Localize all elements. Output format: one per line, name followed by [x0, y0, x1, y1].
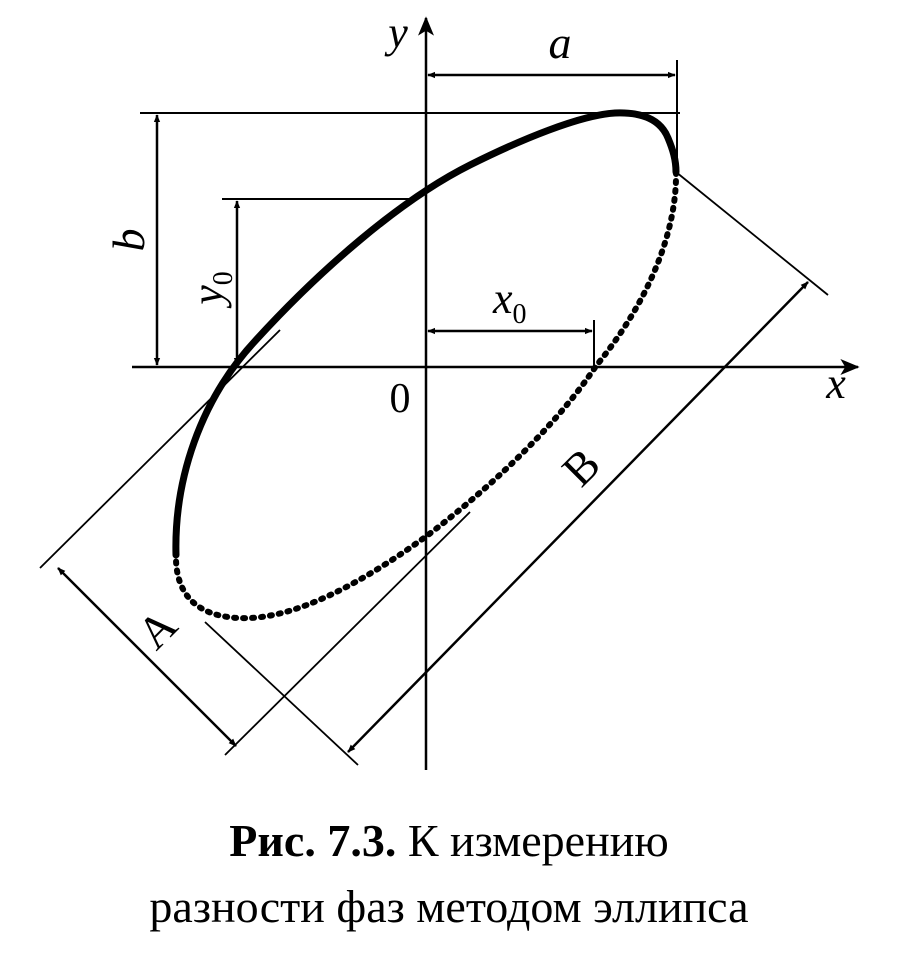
a-label: a	[548, 17, 572, 68]
x-axis-label: x	[826, 359, 846, 408]
A-extension-line-1	[40, 330, 280, 568]
A-dimension-arrow	[58, 568, 236, 746]
y0-label: $y_0$	[183, 271, 239, 305]
caption-line1-text: К измерению	[396, 815, 669, 866]
B-dimension-arrow	[348, 282, 808, 752]
B-extension-line-1	[676, 172, 828, 295]
B-extension-line-2	[205, 622, 358, 765]
b-label: b	[103, 228, 154, 252]
caption-line-2: разности фаз методом эллипса	[149, 881, 749, 932]
B-label: B	[552, 438, 610, 496]
figure-caption	[0, 808, 898, 940]
origin-label: 0	[389, 376, 411, 422]
y-axis-label: y	[388, 8, 408, 57]
A-extension-line-2	[225, 512, 470, 755]
caption-line-1	[0, 808, 898, 874]
A-label: A	[127, 599, 187, 659]
caption-number: Рис. 7.3.	[229, 815, 397, 866]
x0-label: $x_0$	[493, 274, 527, 330]
